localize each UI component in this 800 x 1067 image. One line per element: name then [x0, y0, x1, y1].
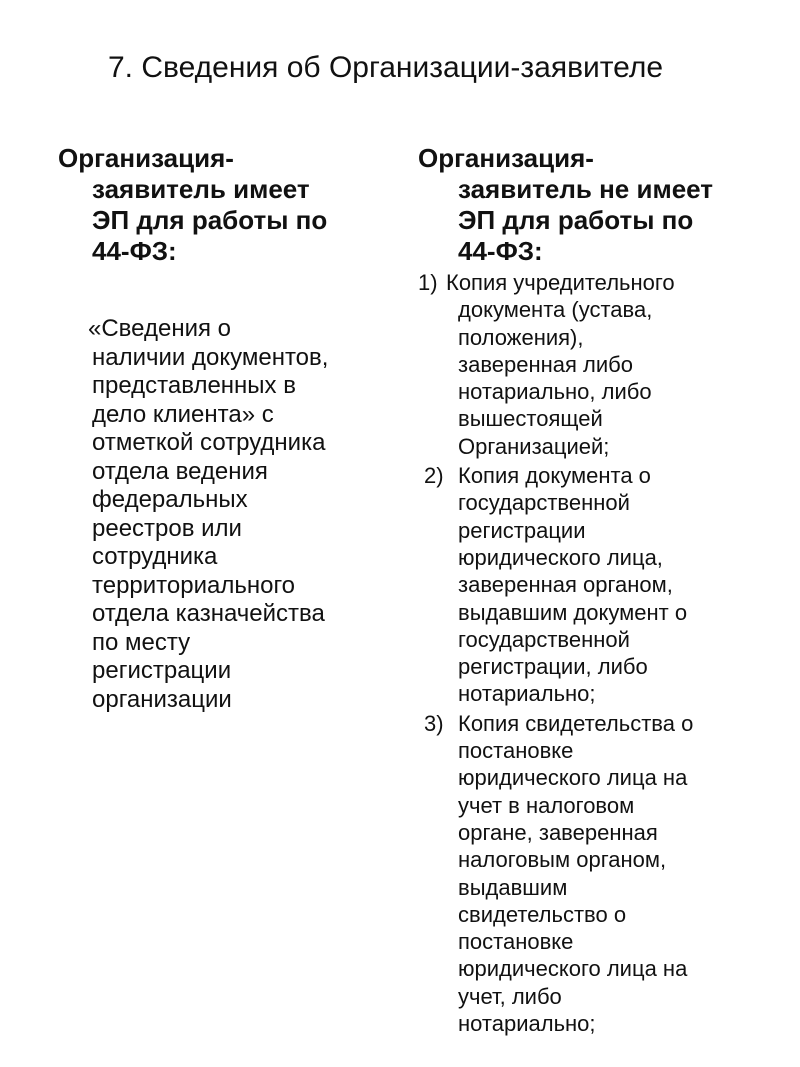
text-line: положения), — [458, 324, 584, 350]
heading-line: ЭП для работы по — [458, 205, 694, 235]
text-line: налоговым органом, — [458, 847, 667, 873]
right-column-heading — [418, 143, 758, 267]
left-column-body — [58, 315, 398, 714]
text-line: дело клиента» с — [92, 400, 274, 428]
text-line: отдела казначейства — [92, 600, 325, 627]
text-line: заверенная либо — [458, 351, 633, 377]
text-line: представленных в — [92, 372, 296, 399]
right-column — [418, 143, 758, 1039]
text-line: государственной — [458, 626, 630, 652]
text-line: отдела ведения — [92, 457, 268, 485]
heading-line: ЭП для работы по — [92, 205, 328, 235]
text-line: федеральных — [92, 486, 248, 513]
text-line: выдавшим документ о — [458, 599, 688, 625]
heading-line: Организация- — [58, 143, 234, 173]
text-line: Копия свидетельства о — [458, 710, 694, 736]
text-line: нотариально, либо — [458, 379, 652, 405]
text-line: органе, заверенная — [458, 819, 658, 845]
text-line: юридического лица, — [458, 544, 663, 570]
left-column-heading — [58, 143, 398, 267]
heading-line: заявитель не имеет — [458, 174, 714, 204]
text-line: территориального — [92, 571, 296, 599]
text-line: «Сведения о — [88, 315, 232, 342]
heading-line: заявитель имеет — [92, 174, 310, 204]
text-line: реестров или — [92, 514, 242, 542]
text-line: регистрации — [458, 517, 586, 543]
heading-line: 44-ФЗ: — [458, 236, 543, 266]
text-line: регистрации, либо — [458, 654, 648, 680]
text-line: Копия документа о — [458, 463, 651, 489]
list-item — [418, 269, 758, 460]
page-title: 7. Сведения об Организации-заявителе — [108, 51, 664, 84]
text-line: постановке — [458, 929, 574, 955]
heading-line: Организация- — [418, 143, 594, 173]
list-item — [418, 710, 758, 1038]
text-line: вышестоящей — [458, 406, 603, 432]
text-line: учет в налоговом — [458, 792, 635, 818]
text-line: по месту — [92, 628, 191, 656]
heading-line: 44-ФЗ: — [92, 236, 177, 266]
text-line: свидетельство о — [458, 901, 627, 927]
text-line: Копия учредительного — [446, 270, 675, 295]
text-line: выдавшим — [458, 874, 568, 900]
list-item — [418, 462, 758, 708]
text-line: Организацией; — [458, 433, 610, 459]
list-marker: 1) — [418, 270, 438, 295]
text-line: наличии документов, — [92, 343, 329, 371]
document-list — [418, 269, 758, 1037]
text-line: заверенная органом, — [458, 572, 673, 598]
text-line: сотрудника — [92, 543, 218, 570]
left-column — [58, 143, 398, 714]
text-line: юридического лица на — [458, 956, 688, 982]
text-line: документа (устава, — [458, 297, 653, 323]
text-line: постановке — [458, 738, 574, 764]
list-marker: 3) — [424, 710, 444, 736]
text-line: учет, либо — [458, 983, 562, 1009]
text-line: нотариально; — [458, 681, 596, 707]
text-line: государственной — [458, 490, 630, 516]
text-line: отметкой сотрудника — [92, 429, 326, 456]
text-line: организации — [92, 685, 232, 713]
text-line: юридического лица на — [458, 765, 688, 791]
text-line: нотариально; — [458, 1011, 596, 1037]
list-marker: 2) — [424, 463, 444, 489]
text-line: регистрации — [92, 657, 232, 684]
